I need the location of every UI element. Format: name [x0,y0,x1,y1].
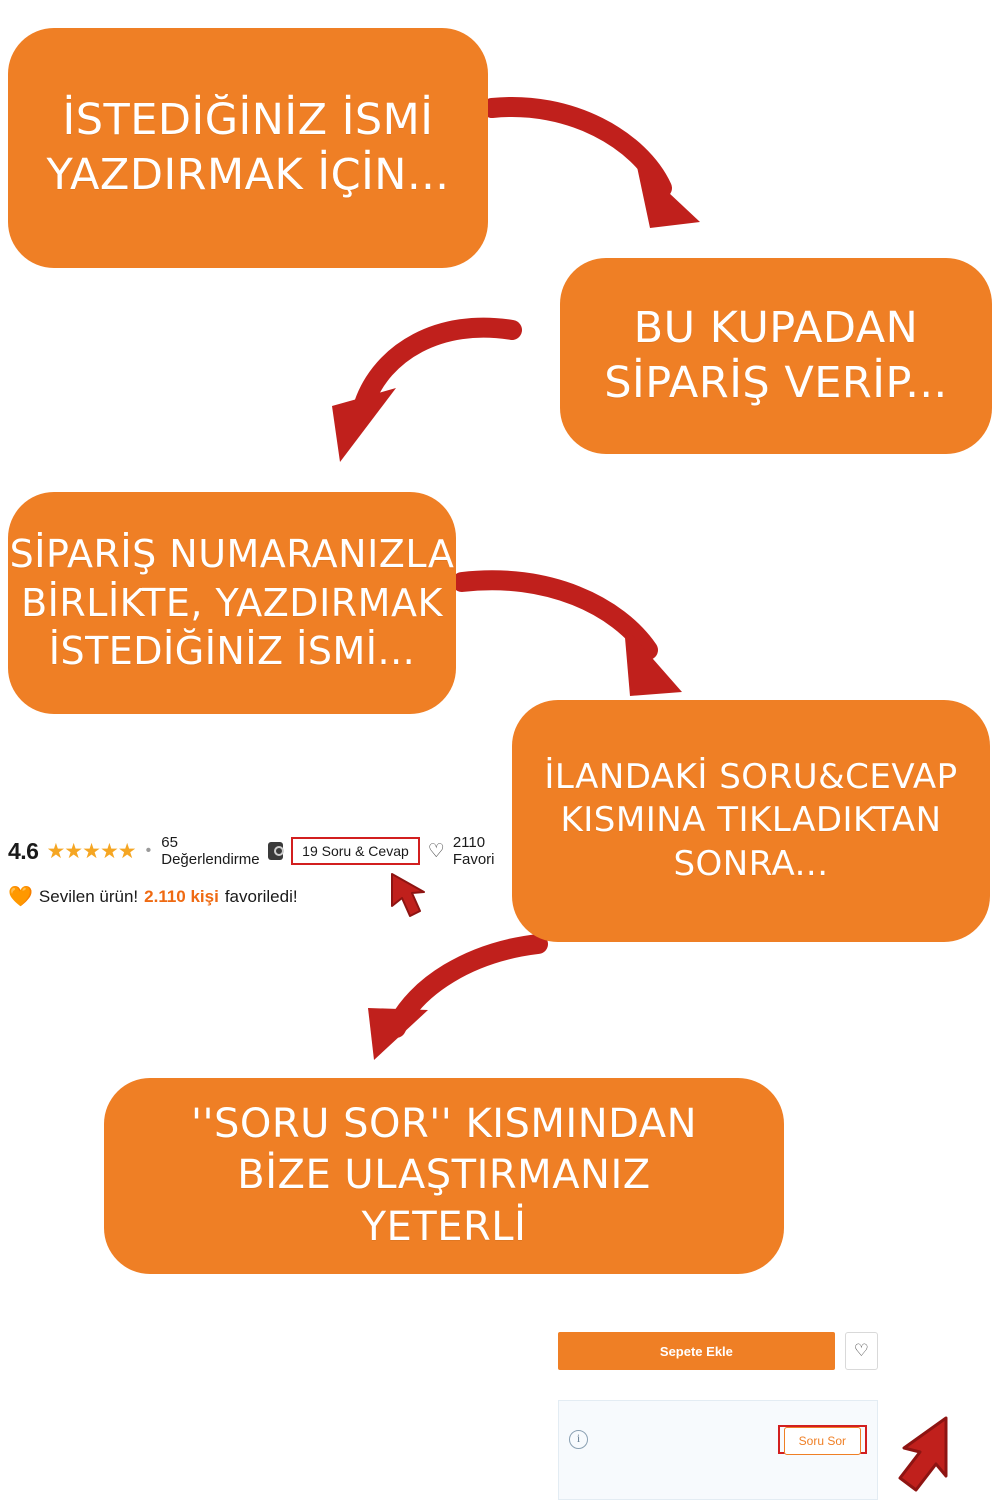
step-2-line-2: SİPARİŞ VERİP... [604,358,948,408]
step-bubble-2 [560,258,992,454]
step-3-line-1: SİPARİŞ NUMARANIZLA [9,532,455,577]
question-panel-row [569,1425,867,1454]
separator-dot: • [145,842,152,859]
star-icon: ★★★★★ [46,839,136,863]
step-bubble-1 [8,28,488,268]
favorite-count: 2110 Favori [452,834,495,868]
arrow-4 [368,944,538,1060]
cursor-pointer-qa [392,874,424,916]
loved-count: 2.110 kişi [144,886,219,906]
orange-heart-icon: 🧡 [8,886,33,908]
question-panel [558,1400,878,1500]
heart-icon: ♡ [427,840,445,862]
add-to-cart-button[interactable]: Sepete Ekle [558,1332,835,1370]
step-5-line-2: BİZE ULAŞTIRMANIZ [237,1152,651,1199]
step-4-line-1: İLANDAKİ SORU&CEVAP [544,756,958,797]
step-5-line-1: ''SORU SOR'' KISMINDAN [190,1101,698,1148]
arrow-2 [332,328,512,462]
step-bubble-3 [8,492,456,714]
step-3-line-2: BİRLİKTE, YAZDIRMAK [21,580,443,625]
info-icon: i [569,1430,588,1449]
loved-prefix: Sevilen ürün! [38,886,139,906]
cart-row [558,1332,878,1370]
ask-question-button[interactable]: Soru Sor [784,1427,861,1455]
loved-suffix: favoriledi! [224,886,298,906]
arrow-3 [462,580,682,696]
step-1-line-2: YAZDIRMAK İÇİN... [46,150,450,200]
review-count-link[interactable]: 65 Değerlendirme [161,834,260,868]
rating-strip [8,828,508,874]
arrow-1 [492,107,700,228]
step-4-line-3: SONRA... [673,843,829,884]
loved-product-note [8,884,298,909]
step-2-line-1: BU KUPADAN [633,302,919,353]
favorite-button[interactable]: ♡ [845,1332,878,1370]
step-bubble-4 [512,700,990,942]
step-1-line-1: İSTEDİĞİNİZ İSMİ [62,94,434,145]
rating-score: 4.6 [8,837,39,864]
camera-icon [268,842,284,860]
step-5-line-3: YETERLİ [361,1203,527,1250]
ask-question-highlight [778,1425,867,1454]
step-bubble-5 [104,1078,784,1274]
question-answer-link[interactable]: 19 Soru & Cevap [291,837,420,865]
step-3-line-3: İSTEDİĞİNİZ İSMİ... [48,629,416,674]
step-4-line-2: KISMINA TIKLADIKTAN [560,800,942,841]
cursor-pointer-ask [900,1418,946,1490]
